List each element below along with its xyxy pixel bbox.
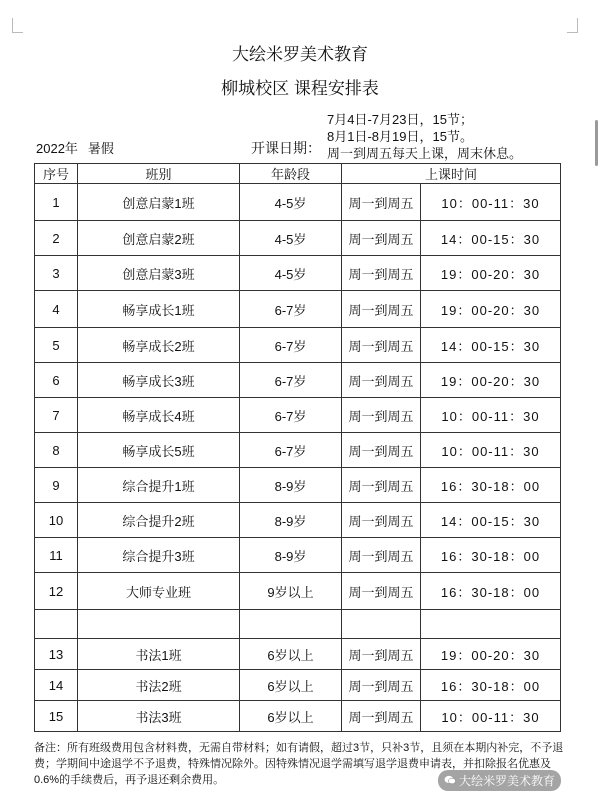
corner-mark-left — [12, 18, 23, 33]
cell-days: 周一到周五 — [342, 184, 421, 221]
table-row — [35, 433, 561, 468]
cell-age: 6-7岁 — [240, 291, 342, 328]
cell-time: 19：00-20：30 — [421, 256, 561, 291]
cell-no: 11 — [35, 538, 78, 573]
cell-class: 综合提升3班 — [78, 538, 240, 573]
open-date-line-2: 8月1日-8月19日，15节。 — [327, 129, 473, 144]
table-row — [35, 221, 561, 256]
open-dates — [327, 111, 522, 162]
cell-age: 6-7岁 — [240, 363, 342, 398]
cell-age: 4-5岁 — [240, 221, 342, 256]
cell-days: 周一到周五 — [342, 538, 421, 573]
cell-days: 周一到周五 — [342, 256, 421, 291]
cell-days: 周一到周五 — [342, 291, 421, 328]
cell-no: 9 — [35, 468, 78, 503]
header-age: 年龄段 — [240, 164, 342, 184]
page-subtitle: 柳城校区 课程安排表 — [221, 79, 379, 98]
term-info — [36, 138, 114, 157]
table-row — [35, 538, 561, 573]
cell-no: 10 — [35, 503, 78, 538]
cell-time: 14：00-15：30 — [421, 328, 561, 363]
cell-age: 6岁以上 — [240, 639, 342, 670]
table-row — [35, 184, 561, 221]
table-row — [35, 256, 561, 291]
cell-days: 周一到周五 — [342, 503, 421, 538]
wechat-icon — [444, 774, 456, 788]
cell-class: 书法1班 — [78, 639, 240, 670]
cell-days: 周一到周五 — [342, 573, 421, 610]
cell-days: 周一到周五 — [342, 398, 421, 433]
open-date-line-3: 周一到周五每天上课，周末休息。 — [327, 146, 523, 161]
cell-time: 16：30-18：00 — [421, 468, 561, 503]
cell-class: 畅享成长2班 — [78, 328, 240, 363]
cell-age: 9岁以上 — [240, 573, 342, 610]
cell-no: 6 — [35, 363, 78, 398]
cell-age: 8-9岁 — [240, 468, 342, 503]
table-row — [35, 670, 561, 701]
cell-class: 创意启蒙3班 — [78, 256, 240, 291]
table-row — [35, 291, 561, 328]
cell-no: 1 — [35, 184, 78, 221]
table-row — [35, 503, 561, 538]
cell-days: 周一到周五 — [342, 328, 421, 363]
cell-class: 综合提升2班 — [78, 503, 240, 538]
cell-class: 畅享成长4班 — [78, 398, 240, 433]
table-row — [35, 328, 561, 363]
cell-no: 7 — [35, 398, 78, 433]
cell-time: 19：00-20：30 — [421, 639, 561, 670]
cell-days: 周一到周五 — [342, 363, 421, 398]
cell-no: 14 — [35, 670, 78, 701]
cell-time: 16：30-18：00 — [421, 538, 561, 573]
cell-age: 8-9岁 — [240, 503, 342, 538]
cell-time: 19：00-20：30 — [421, 291, 561, 328]
cell-age: 8-9岁 — [240, 538, 342, 573]
cell-days: 周一到周五 — [342, 468, 421, 503]
cell-age: 6岁以上 — [240, 701, 342, 732]
page-title: 大绘米罗美术教育 — [232, 45, 368, 64]
table-row — [35, 639, 561, 670]
watermark — [438, 770, 561, 791]
term-year: 2022年 — [36, 141, 78, 156]
cell-days: 周一到周五 — [342, 670, 421, 701]
cell-time: 16：30-18：00 — [421, 573, 561, 610]
table-row — [35, 468, 561, 503]
cell-time: 10：00-11：30 — [421, 433, 561, 468]
cell-age: 6-7岁 — [240, 433, 342, 468]
open-date-line-1: 7月4日-7月23日，15节； — [327, 112, 473, 127]
cell-time: 10：00-11：30 — [421, 701, 561, 732]
cell-class: 综合提升1班 — [78, 468, 240, 503]
cell-no: 13 — [35, 639, 78, 670]
cell-class: 大师专业班 — [78, 573, 240, 610]
cell-class: 畅享成长5班 — [78, 433, 240, 468]
table-row — [35, 363, 561, 398]
cell-time: 19：00-20：30 — [421, 363, 561, 398]
cell-age: 6-7岁 — [240, 328, 342, 363]
cell-class: 创意启蒙2班 — [78, 221, 240, 256]
cell-class: 畅享成长3班 — [78, 363, 240, 398]
header-no: 序号 — [35, 164, 78, 184]
cell-time: 10：00-11：30 — [421, 398, 561, 433]
term-season: 暑假 — [87, 141, 114, 156]
cell-age: 4-5岁 — [240, 256, 342, 291]
cell-class: 书法2班 — [78, 670, 240, 701]
schedule-table — [34, 163, 561, 732]
table-row-empty — [35, 610, 561, 639]
cell-age: 6岁以上 — [240, 670, 342, 701]
table-row — [35, 701, 561, 732]
header-time: 上课时间 — [342, 164, 561, 184]
cell-time: 10：00-11：30 — [421, 184, 561, 221]
cell-no: 4 — [35, 291, 78, 328]
header-class: 班别 — [78, 164, 240, 184]
cell-age: 4-5岁 — [240, 184, 342, 221]
cell-days: 周一到周五 — [342, 221, 421, 256]
cell-time: 14：00-15：30 — [421, 503, 561, 538]
cell-time: 16：30-18：00 — [421, 670, 561, 701]
cell-age: 6-7岁 — [240, 398, 342, 433]
watermark-text: 大绘米罗美术教育 — [459, 774, 556, 788]
scrollbar[interactable] — [595, 120, 598, 166]
cell-class: 书法3班 — [78, 701, 240, 732]
footnote-text: 所有班级费用包含材料费，无需自带材料；如有请假，超过3节，只补3节，且须在本期内补完，不予退费；学期间中途退学不予退费，特殊情况除外。因特殊情况退学需填写退学退费申请表，并扣除报名优惠及0.6%的手续费后，再予退还剩余费用。 — [34, 742, 564, 786]
corner-mark-right — [567, 18, 578, 33]
cell-days: 周一到周五 — [342, 433, 421, 468]
cell-no: 5 — [35, 328, 78, 363]
table-row — [35, 573, 561, 610]
cell-no: 12 — [35, 573, 78, 610]
cell-no: 8 — [35, 433, 78, 468]
cell-no: 15 — [35, 701, 78, 732]
open-date-label: 开课日期： — [251, 140, 321, 156]
footnote-label: 备注： — [34, 742, 67, 754]
cell-time: 14：00-15：30 — [421, 221, 561, 256]
cell-no: 2 — [35, 221, 78, 256]
cell-no: 3 — [35, 256, 78, 291]
table-row — [35, 398, 561, 433]
cell-days: 周一到周五 — [342, 639, 421, 670]
cell-days: 周一到周五 — [342, 701, 421, 732]
cell-class: 创意启蒙1班 — [78, 184, 240, 221]
table-header-row — [35, 164, 561, 184]
cell-class: 畅享成长1班 — [78, 291, 240, 328]
